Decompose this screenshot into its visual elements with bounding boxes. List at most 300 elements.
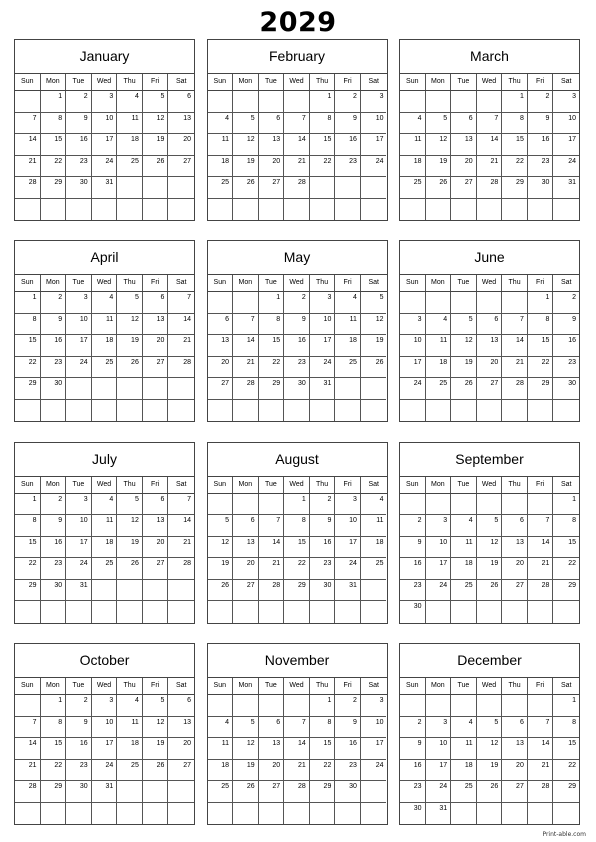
weekday-label: Mon (41, 275, 67, 291)
day-cell: 16 (400, 760, 426, 782)
day-cell: 31 (426, 803, 452, 825)
day-cell: 12 (477, 738, 503, 760)
day-cell (528, 199, 554, 221)
day-cell: 25 (208, 781, 234, 803)
day-cell: 27 (208, 378, 234, 400)
day-cell: 26 (233, 781, 259, 803)
day-cell: 12 (361, 314, 387, 336)
day-cell: 27 (259, 781, 285, 803)
weekday-label: Mon (426, 477, 452, 493)
day-cell: 22 (502, 156, 528, 178)
day-cell: 27 (143, 357, 169, 379)
day-cell: 30 (335, 781, 361, 803)
day-cell: 8 (553, 515, 579, 537)
weekday-header (208, 74, 387, 91)
weekday-label: Thu (310, 275, 336, 291)
day-cell: 7 (528, 515, 554, 537)
day-cell: 7 (168, 292, 194, 314)
day-cell: 9 (400, 738, 426, 760)
day-cell: 28 (168, 558, 194, 580)
day-cell: 7 (15, 717, 41, 739)
day-cell (233, 292, 259, 314)
day-cell: 10 (361, 113, 387, 135)
weekday-label: Sat (560, 78, 572, 85)
day-cell: 7 (259, 515, 285, 537)
day-cell (400, 400, 426, 422)
day-cell (66, 803, 92, 825)
day-cell: 30 (284, 378, 310, 400)
day-cell: 3 (66, 292, 92, 314)
day-cell: 18 (451, 760, 477, 782)
weekday-label: Tue (259, 275, 285, 291)
day-cell: 27 (168, 760, 194, 782)
day-cell: 4 (92, 494, 118, 516)
day-cell: 21 (168, 537, 194, 559)
day-cell: 14 (284, 134, 310, 156)
weekday-label: Sat (368, 480, 379, 488)
day-cell: 17 (426, 558, 452, 580)
day-cell (15, 803, 41, 825)
day-cell: 26 (208, 580, 234, 602)
day-cell: 11 (208, 134, 234, 156)
day-cell (284, 803, 310, 825)
weekday-label: Wed (284, 74, 310, 90)
day-cell: 28 (528, 781, 554, 803)
day-cell: 5 (117, 494, 143, 516)
day-cell (208, 292, 234, 314)
day-cell (528, 601, 554, 623)
day-cell: 9 (335, 717, 361, 739)
day-cell: 10 (361, 717, 387, 739)
weekday-label: Sun (208, 74, 234, 90)
day-cell: 18 (208, 760, 234, 782)
weekday-label: Mon (426, 678, 452, 694)
day-cell: 10 (92, 717, 118, 739)
weekday-header (15, 678, 194, 695)
day-cell: 29 (41, 177, 67, 199)
weekday-header (400, 477, 579, 494)
day-cell: 24 (426, 781, 452, 803)
weekday-label: Fri (143, 74, 169, 90)
day-cell: 28 (15, 177, 41, 199)
day-cell: 5 (477, 515, 503, 537)
day-cell (208, 91, 234, 113)
day-cell (143, 199, 169, 221)
month-name: May (208, 241, 387, 275)
weekday-label: Wed (477, 275, 503, 291)
weekday-label: Sun (15, 74, 41, 90)
day-cell: 11 (426, 335, 452, 357)
day-cell (310, 601, 336, 623)
weekday-label: Sat (560, 279, 572, 287)
day-cell (477, 803, 503, 825)
weekday-label: Sun (208, 678, 234, 694)
day-cell: 26 (143, 760, 169, 782)
weekday-label: Wed (284, 678, 310, 694)
day-cell: 24 (66, 357, 92, 379)
day-cell (426, 292, 452, 314)
day-cell: 12 (233, 134, 259, 156)
day-cell: 6 (259, 113, 285, 135)
day-grid (208, 292, 387, 421)
day-cell: 4 (451, 717, 477, 739)
day-cell: 11 (208, 738, 234, 760)
day-cell: 2 (41, 494, 67, 516)
day-cell (41, 803, 67, 825)
day-cell: 9 (528, 113, 554, 135)
day-cell (259, 91, 285, 113)
day-cell: 3 (426, 717, 452, 739)
day-cell: 29 (553, 781, 579, 803)
weekday-label: Sat (368, 279, 379, 287)
day-cell: 1 (41, 91, 67, 113)
day-cell (451, 601, 477, 623)
day-cell: 24 (553, 156, 579, 178)
day-cell: 20 (168, 738, 194, 760)
day-cell (451, 292, 477, 314)
month-block (399, 643, 580, 825)
weekday-label: Wed (477, 74, 503, 90)
day-cell (233, 803, 259, 825)
day-cell: 6 (168, 91, 194, 113)
day-cell: 26 (117, 558, 143, 580)
day-cell: 28 (477, 177, 503, 199)
day-cell: 9 (66, 717, 92, 739)
day-cell: 19 (233, 156, 259, 178)
day-grid (15, 292, 194, 421)
day-cell: 20 (502, 760, 528, 782)
day-cell: 9 (400, 537, 426, 559)
day-cell (451, 803, 477, 825)
day-cell: 4 (451, 515, 477, 537)
day-cell: 30 (41, 580, 67, 602)
day-cell: 7 (284, 113, 310, 135)
day-cell: 21 (15, 156, 41, 178)
day-cell (553, 400, 579, 422)
day-cell: 5 (233, 113, 259, 135)
weekday-label: Mon (41, 74, 67, 90)
weekday-header (208, 477, 387, 494)
month-name: March (400, 40, 579, 74)
month-name: October (15, 644, 194, 678)
weekday-label: Tue (66, 678, 92, 694)
day-cell: 16 (553, 335, 579, 357)
day-cell: 23 (41, 357, 67, 379)
weekday-label: Fri (528, 275, 554, 291)
day-cell: 4 (117, 91, 143, 113)
day-cell: 7 (284, 717, 310, 739)
weekday-header (400, 678, 579, 695)
weekday-label: Thu (502, 678, 528, 694)
day-cell: 31 (66, 580, 92, 602)
day-cell (477, 91, 503, 113)
day-cell: 6 (168, 695, 194, 717)
day-cell: 15 (553, 537, 579, 559)
watermark-logo: Print-able.com (542, 831, 586, 838)
day-cell: 23 (41, 558, 67, 580)
weekday-label: Wed (477, 477, 503, 493)
weekday-label: Mon (233, 477, 259, 493)
day-cell: 23 (528, 156, 554, 178)
day-cell: 3 (335, 494, 361, 516)
day-cell: 22 (310, 156, 336, 178)
day-cell (259, 199, 285, 221)
day-cell: 29 (528, 378, 554, 400)
day-cell: 9 (335, 113, 361, 135)
day-cell: 18 (400, 156, 426, 178)
weekday-label: Sat (175, 279, 187, 287)
day-cell: 22 (41, 156, 67, 178)
day-cell: 13 (168, 717, 194, 739)
day-cell (168, 803, 194, 825)
day-cell: 15 (310, 738, 336, 760)
day-cell: 28 (168, 357, 194, 379)
weekday-label: Thu (117, 678, 143, 694)
weekday-label: Thu (310, 477, 336, 493)
day-cell: 26 (117, 357, 143, 379)
month-block (399, 442, 580, 624)
day-cell: 7 (15, 113, 41, 135)
month-block (399, 240, 580, 422)
day-cell: 26 (477, 781, 503, 803)
month-block (207, 442, 388, 624)
day-cell: 10 (553, 113, 579, 135)
day-cell (310, 803, 336, 825)
weekday-label: Wed (284, 477, 310, 493)
day-cell: 27 (502, 781, 528, 803)
month-block (399, 39, 580, 221)
day-cell: 30 (310, 580, 336, 602)
weekday-header (15, 477, 194, 494)
day-cell (15, 91, 41, 113)
day-cell: 2 (284, 292, 310, 314)
weekday-label: Fri (335, 477, 361, 493)
weekday-label: Wed (92, 275, 118, 291)
day-cell: 15 (41, 738, 67, 760)
day-cell: 28 (284, 177, 310, 199)
day-cell (259, 803, 285, 825)
day-cell: 30 (400, 803, 426, 825)
day-cell: 20 (502, 558, 528, 580)
day-cell: 4 (400, 113, 426, 135)
day-cell: 29 (41, 781, 67, 803)
day-cell (117, 177, 143, 199)
day-cell: 25 (117, 760, 143, 782)
day-cell: 15 (259, 335, 285, 357)
day-cell: 29 (284, 580, 310, 602)
day-cell: 18 (92, 537, 118, 559)
weekday-label: Tue (66, 74, 92, 90)
weekday-label: Fri (335, 678, 361, 694)
day-cell: 17 (400, 357, 426, 379)
weekday-label: Mon (426, 74, 452, 90)
day-cell: 11 (451, 537, 477, 559)
weekday-label: Sun (400, 477, 426, 493)
day-cell: 24 (310, 357, 336, 379)
day-cell: 24 (426, 580, 452, 602)
day-cell: 18 (361, 537, 387, 559)
day-cell: 27 (168, 156, 194, 178)
weekday-label: Sun (208, 477, 234, 493)
day-cell: 3 (92, 91, 118, 113)
day-cell: 24 (66, 558, 92, 580)
weekday-label: Wed (92, 74, 118, 90)
day-cell (426, 695, 452, 717)
day-cell (310, 199, 336, 221)
day-cell: 13 (143, 314, 169, 336)
day-grid (400, 292, 579, 421)
day-cell: 21 (528, 760, 554, 782)
day-cell: 23 (335, 760, 361, 782)
weekday-label: Sun (400, 74, 426, 90)
day-cell (117, 803, 143, 825)
weekday-label: Sun (15, 275, 41, 291)
weekday-label: Tue (451, 275, 477, 291)
day-cell: 25 (400, 177, 426, 199)
day-cell (502, 494, 528, 516)
day-cell (361, 803, 387, 825)
day-cell: 29 (310, 781, 336, 803)
day-cell: 3 (310, 292, 336, 314)
day-cell (361, 378, 387, 400)
weekday-label: Fri (335, 275, 361, 291)
day-cell (335, 177, 361, 199)
day-cell: 24 (335, 558, 361, 580)
day-cell: 26 (233, 177, 259, 199)
day-cell (233, 199, 259, 221)
day-cell (502, 400, 528, 422)
day-cell: 19 (117, 537, 143, 559)
day-cell: 19 (477, 558, 503, 580)
day-cell (233, 494, 259, 516)
weekday-header (400, 74, 579, 91)
day-cell (117, 580, 143, 602)
day-cell: 21 (168, 335, 194, 357)
day-cell: 7 (168, 494, 194, 516)
weekday-label: Thu (117, 275, 143, 291)
day-cell: 15 (41, 134, 67, 156)
day-cell: 9 (41, 314, 67, 336)
day-cell (361, 400, 387, 422)
day-cell: 3 (400, 314, 426, 336)
day-cell: 4 (426, 314, 452, 336)
day-cell (284, 91, 310, 113)
weekday-label: Sat (560, 682, 572, 690)
day-cell: 18 (426, 357, 452, 379)
day-cell: 13 (502, 537, 528, 559)
day-cell: 8 (310, 717, 336, 739)
day-cell: 12 (451, 335, 477, 357)
day-cell: 1 (553, 695, 579, 717)
month-block (14, 643, 195, 825)
day-cell (66, 378, 92, 400)
day-cell: 9 (284, 314, 310, 336)
day-cell (361, 781, 387, 803)
day-cell: 27 (477, 378, 503, 400)
day-cell (451, 400, 477, 422)
day-cell (15, 695, 41, 717)
day-cell (41, 400, 67, 422)
day-cell: 5 (477, 717, 503, 739)
day-cell: 28 (528, 580, 554, 602)
day-cell: 25 (117, 156, 143, 178)
day-cell: 16 (335, 134, 361, 156)
day-cell (15, 199, 41, 221)
day-cell: 12 (143, 717, 169, 739)
day-cell (502, 601, 528, 623)
day-cell: 10 (66, 515, 92, 537)
day-cell (168, 601, 194, 623)
weekday-label: Tue (259, 74, 285, 90)
month-block (207, 39, 388, 221)
day-cell: 28 (15, 781, 41, 803)
month-block (207, 240, 388, 422)
day-cell (284, 695, 310, 717)
weekday-label: Sun (15, 477, 41, 493)
day-cell (143, 400, 169, 422)
month-name: February (208, 40, 387, 74)
weekday-label: Sun (208, 275, 234, 291)
weekday-label: Fri (528, 477, 554, 493)
day-cell: 28 (259, 580, 285, 602)
day-cell: 10 (400, 335, 426, 357)
day-cell: 17 (66, 537, 92, 559)
day-cell (426, 601, 452, 623)
day-cell: 21 (502, 357, 528, 379)
day-cell (502, 695, 528, 717)
day-cell: 8 (528, 314, 554, 336)
day-cell: 30 (41, 378, 67, 400)
day-cell: 20 (477, 357, 503, 379)
calendar-grid (14, 39, 580, 825)
day-cell: 23 (400, 580, 426, 602)
month-name: June (400, 241, 579, 275)
day-cell: 22 (259, 357, 285, 379)
day-cell: 13 (143, 515, 169, 537)
weekday-header (208, 678, 387, 695)
day-cell: 29 (502, 177, 528, 199)
day-cell: 3 (553, 91, 579, 113)
day-cell: 22 (310, 760, 336, 782)
day-cell: 28 (233, 378, 259, 400)
day-cell (426, 400, 452, 422)
day-cell: 8 (41, 113, 67, 135)
weekday-label: Wed (92, 678, 118, 694)
day-cell (335, 378, 361, 400)
day-cell: 20 (451, 156, 477, 178)
day-cell: 9 (41, 515, 67, 537)
day-cell (143, 378, 169, 400)
day-cell: 29 (259, 378, 285, 400)
day-cell (208, 400, 234, 422)
day-cell: 12 (477, 537, 503, 559)
day-cell: 19 (361, 335, 387, 357)
weekday-label: Sat (368, 682, 379, 690)
day-cell: 2 (310, 494, 336, 516)
weekday-label: Thu (502, 477, 528, 493)
day-cell (477, 292, 503, 314)
day-cell: 25 (92, 558, 118, 580)
day-cell: 19 (233, 760, 259, 782)
day-grid (15, 91, 194, 220)
day-cell (92, 580, 118, 602)
weekday-label: Thu (502, 275, 528, 291)
weekday-label: Mon (41, 678, 67, 694)
day-cell: 16 (284, 335, 310, 357)
day-cell: 23 (310, 558, 336, 580)
day-cell: 6 (451, 113, 477, 135)
weekday-label: Fri (143, 477, 169, 493)
